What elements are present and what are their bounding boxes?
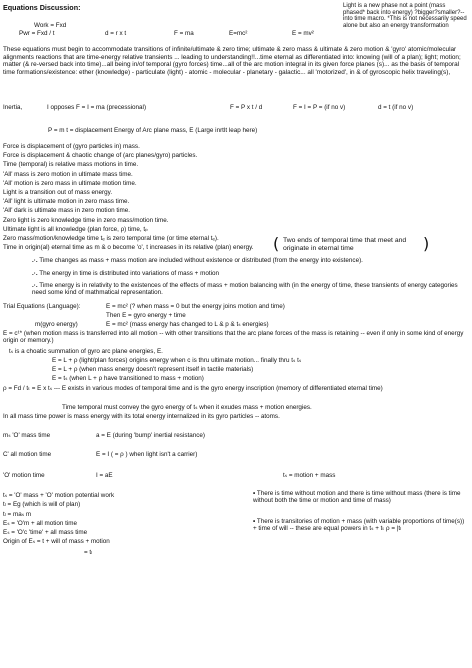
bottom-eq: tₗ = Eg (which is will of plan) bbox=[3, 501, 81, 509]
bottom-eq: tₗ = maₛ m bbox=[3, 510, 32, 518]
bottom-right-note: • There is transitories of motion + mass (with variable proportions of time(s)) + time of will -- these are equal powers in tₛ + tₜ ρ = |tₗ bbox=[253, 518, 465, 533]
trial-eq-2: Then E = gyro energy + time bbox=[106, 312, 186, 319]
power-equation bbox=[19, 30, 55, 37]
work-equation: Work = Fxd bbox=[34, 22, 67, 29]
statement: Force is displacement & chaotic change of (arc planes/gyro) particles. bbox=[3, 152, 198, 160]
brace-note: Two ends of temporal time that meet and originate in eternal time bbox=[283, 237, 407, 252]
statement: Time in origin(al) eternal time as m & o become 'o', t increases in its relative (plan) energy. bbox=[3, 244, 254, 252]
trial-t5: Time temporal must convey the gyro energy of tₛ when it exudes mass + motion energies. bbox=[62, 404, 312, 411]
bottom-eq-final: = tₗ bbox=[84, 549, 93, 556]
statement: Zero mass/motion/knowledge time tₑ is zero temporal time (or time eternal tₑ). bbox=[3, 235, 219, 243]
trial-label: Trial Equations (Language): bbox=[3, 303, 81, 310]
trial-t6: In all mass time power is mass energy with its total energy internalized in its gyro particles -- atoms. bbox=[3, 413, 280, 420]
statement: Force is displacement of (gyro particles in) mass. bbox=[3, 143, 140, 150]
statement: Ultimate light is all knowledge (plan force, ρ) time, tₚ bbox=[3, 225, 148, 233]
bullet-dots-icon: .·. bbox=[32, 282, 38, 289]
mass-time-label: mₛ 'O' mass time bbox=[3, 432, 51, 439]
energy-equation-1: E=mc² bbox=[229, 30, 248, 37]
bullet-item: .·. The energy in time is distributed into variations of mass + motion bbox=[32, 270, 219, 277]
trial-eq-4: E = c¹* (when motion mass is transferred into all motion -- with other transitions that the arc plane forces of the mass is retaining -- even if only in some kind of energy origin or memory.) bbox=[3, 330, 464, 345]
bottom-eq: tₛ = 'O' mass + 'O' motion potential work bbox=[3, 492, 115, 499]
bottom-eq: Eₛ = 'O'm + all motion time bbox=[3, 519, 78, 527]
pmt-line: P = m t = displacement Energy of Arc plane mass, E (Large inrtlt leap here) bbox=[48, 127, 258, 134]
left-paren: ( bbox=[273, 234, 280, 253]
right-paren: ) bbox=[423, 234, 430, 253]
statement: Light is a transition out of mass energy. bbox=[3, 189, 113, 197]
motion-time-label: C' all motion time bbox=[3, 451, 52, 458]
bullet-item: .·. Time energy is in relativity to the existences of the effects of mass + motion balancing with (in the energy of time, these transients of energy categories need some kind of mathmatical representation. bbox=[32, 282, 458, 297]
trial-t1: tₛ is a choatic summation of gyro arc plane energies, E. bbox=[9, 348, 163, 355]
statement: Time (temporal) is relative mass motions in time. bbox=[3, 161, 139, 169]
statement: Zero light is zero knowledge time in zero mass/motion time. bbox=[3, 216, 169, 224]
gyro-label: m(gyro energy) bbox=[35, 321, 78, 328]
inertia-line-2: F = P x t / d bbox=[230, 104, 263, 111]
trial-t2: E = L + ρ (light/plan forces) origins energy when c is thru ultimate motion... finally thru tₛ tₛ bbox=[52, 357, 302, 364]
distance-equation: d = r x t bbox=[105, 30, 127, 37]
inertia-line-4: d = t (if no v) bbox=[378, 104, 414, 111]
motion-time-eq: E = I ( = ρ ) when light isn't a carrier) bbox=[96, 451, 198, 458]
trial-pfd: ρ = Fd / tₜ = E x tₛ --- E exists in various modes of temporal time and is the gyro energy inscription (memory of differentiated eternal time) bbox=[3, 385, 383, 392]
statements-list bbox=[3, 142, 254, 252]
bullet-icon: • bbox=[253, 490, 256, 497]
trial-eq-3: E = mc² (mass energy has changed to L & p & tₛ energies) bbox=[106, 321, 269, 328]
bottom-eq: Eₛ = 'O'c 'time' + all mass time bbox=[3, 529, 88, 537]
bottom-left-list bbox=[3, 491, 114, 547]
bullet-dots-icon: .·. bbox=[32, 270, 38, 277]
trial-eq-1: E = mc² (? when mass = 0 but the energy joins motion and time) bbox=[106, 303, 285, 310]
inertia-line-1: I opposes F = I = ma (precessional) bbox=[47, 104, 147, 111]
o-motion-eq-2: tₛ = motion + mass bbox=[283, 472, 336, 479]
force-equation: F = ma bbox=[174, 30, 194, 37]
bullet-item: .·. Time changes as mass + mass motion are included without existence or distributed (from the energy into existence). bbox=[32, 257, 363, 264]
intro-paragraph: These equations must begin to accommodate transitions of infinite/ultimate & zero time; ultimate & zero mass & ultimate & zero motion & 'gyro' atomic/molecular alignments reactions that are time-energy relative transients ... leading to understanding!!...time eternal as differentiated into: knowing (will of a plan); light; motion; matter (& re-versed back into time)...all being in/of temporal (gyro forces) time...all of the arc motion integral in its given force planes (s)... as the basis of temporal time formations/existence: ether (knowledge) - particulate (light) - atomic - molecular - planetary - galactic... all 'motorized', in & of gyroscopic helix traveling(s), bbox=[3, 46, 461, 77]
bullet-dots-icon: .·. bbox=[32, 257, 38, 264]
trial-t4: E = tₛ (when L + ρ have transitioned to mass + motion) bbox=[52, 375, 204, 382]
statement: 'All' light is ultimate motion in zero mass time. bbox=[3, 198, 130, 206]
o-motion-eq: I = aE bbox=[96, 472, 113, 479]
statement: 'All' dark is ultimate mass in zero motion time. bbox=[3, 207, 130, 215]
o-motion-label: 'O' motion time bbox=[3, 472, 45, 479]
bottom-right-note: • There is time without motion and there is time without mass (there is time without both the time or motion and time of mass) bbox=[253, 490, 461, 505]
inertia-label: Inertia, bbox=[3, 104, 23, 111]
bottom-eq: Origin of Eₛ = t + will of mass + motion bbox=[3, 538, 110, 546]
inertia-line-3: F = I = P = (if no v) bbox=[293, 104, 346, 111]
statement: 'All' motion is zero mass in ultimate motion time. bbox=[3, 179, 137, 187]
page-title: Equations Discussion: bbox=[3, 3, 81, 12]
statement: 'All' mass is zero motion in ultimate mass time. bbox=[3, 170, 133, 178]
margin-note: Light is a new phase not a point (mass phased* back into energy) ?bigger?smaller?--into time macro. *This is not necessarily speed alone but also an energy transformation bbox=[343, 3, 467, 29]
mass-time-eq: a = E (during 'bump' inertial resistance) bbox=[96, 432, 205, 439]
trial-t3: E = L + ρ (when mass energy doesn't represent itself in tactile materials) bbox=[52, 366, 254, 373]
bullet-icon: • bbox=[253, 518, 256, 525]
power-equation-text: Pwr = Fxd / t bbox=[19, 30, 55, 37]
energy-equation-2: E = mv² bbox=[292, 30, 314, 37]
